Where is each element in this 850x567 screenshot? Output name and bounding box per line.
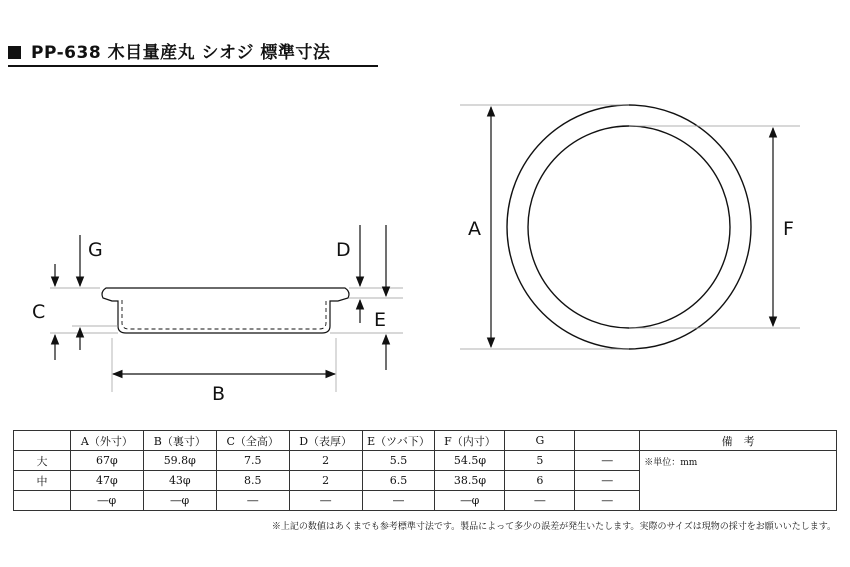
table-cell: 6 [505,471,575,491]
header-cell: C（全高） [216,431,289,451]
spec-table [13,430,837,511]
header-cell: D（表厚） [289,431,362,451]
extension-lines [50,288,403,392]
table-cell: 6.5 [362,471,435,491]
table-cell: 中 [14,471,71,491]
top-view [507,105,751,349]
footnote: ※上記の数値はあくまでも参考標準寸法です。製品によって多少の誤差が発生いたします。実際のサイズは現物の採寸をお願いいたします。 [271,522,836,532]
header-cell-notes: 備 考 [640,431,837,451]
inner-circle [528,126,730,328]
header-cell [575,431,640,451]
table-cell: 7.5 [216,451,289,471]
table-cell: ― [289,491,362,511]
table-cell: 大 [14,451,71,471]
table-cell: ― [575,451,640,471]
table-cell: 43φ [143,471,216,491]
table-cell: 2 [289,471,362,491]
title-text: PP-638 木目量産丸 シオジ 標準寸法 [31,43,331,63]
profile-inner-recess [122,300,326,329]
table-cell: 67φ [70,451,143,471]
table-cell: ― [362,491,435,511]
table-cell: 38.5φ [435,471,505,491]
table-cell: 54.5φ [435,451,505,471]
outer-circle [507,105,751,349]
table-cell: 5 [505,451,575,471]
table-cell: ― [216,491,289,511]
side-profile [102,288,349,333]
header-cell: A（外寸） [70,431,143,451]
label-a: A [468,218,481,240]
table-cell: ―φ [435,491,505,511]
header-cell: G [505,431,575,451]
table-header-row [14,431,837,451]
table-cell: ― [575,491,640,511]
table-cell: 2 [289,451,362,471]
header-cell: B（裏寸） [143,431,216,451]
table-cell: ― [575,471,640,491]
table-cell [14,491,71,511]
table-cell: 47φ [70,471,143,491]
table-cell: ―φ [143,491,216,511]
table-cell: ―φ [70,491,143,511]
table-cell: 59.8φ [143,451,216,471]
table-cell: ― [505,491,575,511]
top-view-extension-lines [460,105,800,349]
header-cell: F（内寸） [435,431,505,451]
header-cell [14,431,71,451]
label-f: F [783,218,794,240]
profile-outline [102,288,349,333]
label-g: G [88,239,103,261]
table-cell: 5.5 [362,451,435,471]
label-e: E [374,309,387,331]
table-row [14,451,837,471]
label-b: B [212,383,226,405]
label-c: C [32,301,46,323]
notes-cell: ※単位：mm [640,451,837,511]
header-cell: E（ツバ下） [362,431,435,451]
label-d: D [336,239,351,261]
table-cell: 8.5 [216,471,289,491]
